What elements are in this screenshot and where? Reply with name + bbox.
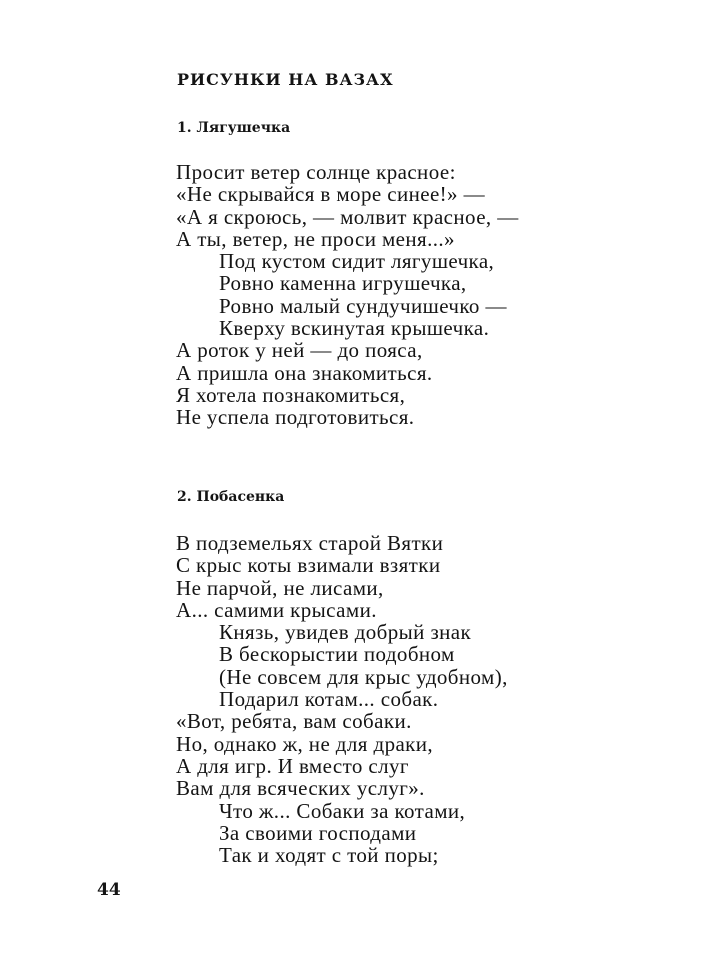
poem-line: Не успела подготовиться.: [176, 405, 415, 430]
poem-line: Так и ходят с той поры;: [219, 843, 439, 868]
section-heading-1: 1. Лягушечка: [177, 120, 291, 136]
page-number: 44: [97, 880, 121, 900]
poem-line: (Не совсем для крыс удобном),: [219, 664, 508, 689]
poem-line: Просит ветер солнце красное:: [176, 160, 456, 184]
poem-line: А пришла она знакомиться.: [176, 360, 433, 385]
poem-line: А для игр. И вместо слуг: [176, 753, 409, 778]
poem-line: Что ж... Собаки за котами,: [219, 798, 466, 823]
poem-line: «А я скроюсь, — молвит красное, —: [176, 204, 519, 229]
poem-line: Не парчой, не лисами,: [176, 575, 384, 600]
poem-2: [176, 532, 508, 866]
poem-line: Но, однако ж, не для драки,: [176, 731, 434, 756]
poem-line: Подарил котам... собак.: [219, 687, 439, 712]
poem-1: [176, 161, 519, 429]
poem-line: Под кустом сидит лягушечка,: [219, 249, 495, 274]
poem-line: Я хотела познакомиться,: [176, 382, 406, 407]
poem-line: С крыс коты взимали взятки: [176, 553, 441, 578]
poem-line: За своими господами: [219, 820, 417, 845]
poem-line: В подземельях старой Вятки: [176, 531, 444, 555]
section-heading-2: 2. Побасенка: [177, 489, 285, 505]
poem-line: Кверху вскинутая крышечка.: [219, 316, 490, 341]
poem-line: «Вот, ребята, вам собаки.: [176, 709, 412, 734]
poem-line: А ты, ветер, не проси меня...»: [176, 226, 455, 251]
poem-line: «Не скрывайся в море синее!» —: [176, 182, 486, 207]
poem-line: А роток у ней — до пояса,: [176, 338, 423, 363]
poem-line: В бескорыстии подобном: [219, 642, 455, 667]
poem-line: Ровно каменна игрушечка,: [219, 271, 467, 296]
poem-line: А... самими крысами.: [176, 597, 377, 622]
poem-line: Ровно малый сундучишечко —: [219, 293, 507, 318]
page-title: РИСУНКИ НА ВАЗАХ: [177, 70, 394, 89]
poem-line: Вам для всяческих услуг».: [176, 776, 425, 801]
poem-line: Князь, увидев добрый знак: [219, 620, 472, 645]
